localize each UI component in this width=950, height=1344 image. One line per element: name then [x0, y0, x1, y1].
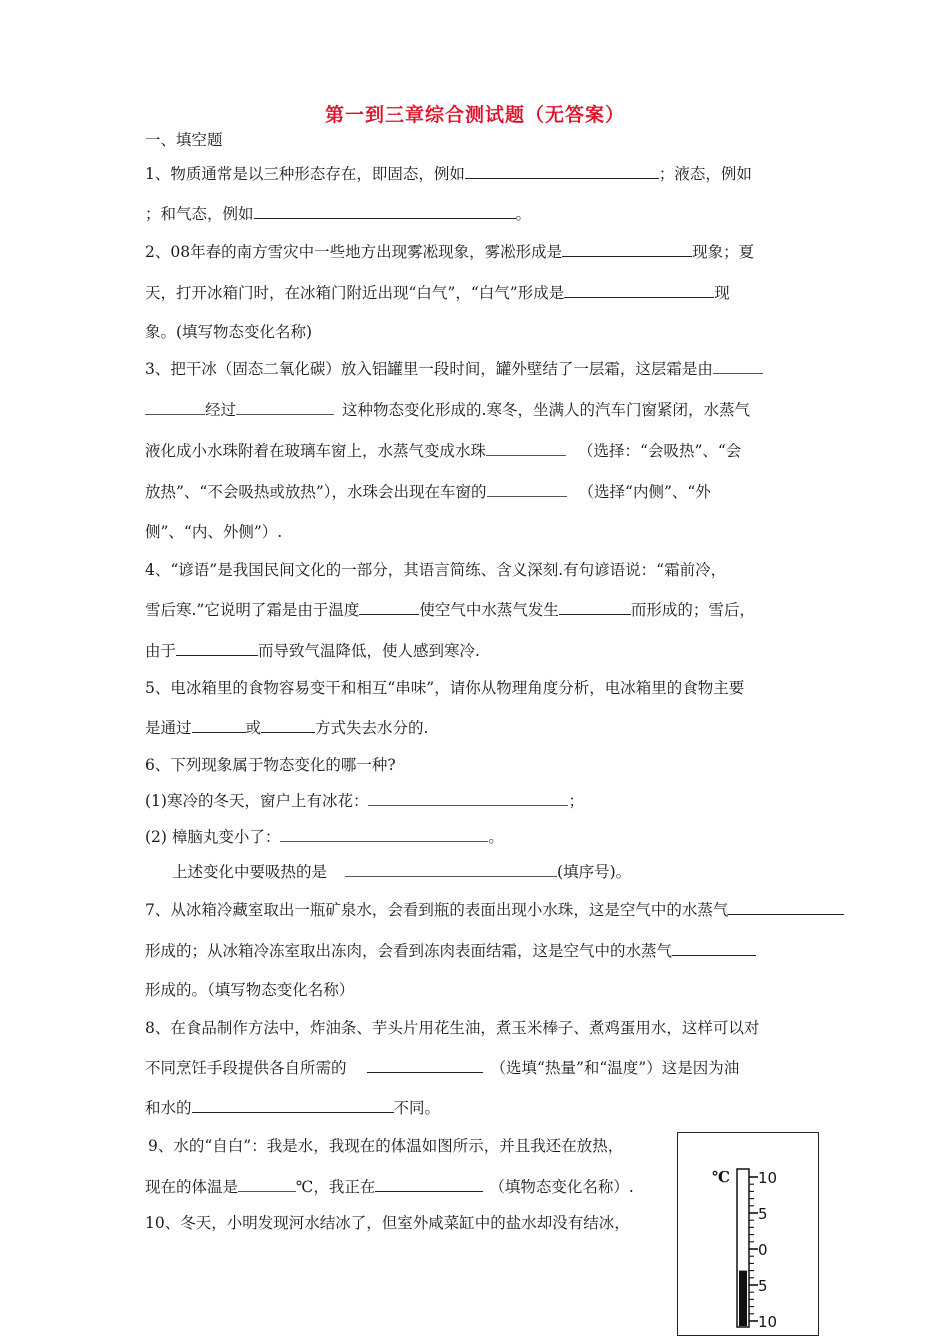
- question-8-line-1: 8、在食品制作方法中，炸油条、芋头片用花生油，煮玉米棒子、煮鸡蛋用水，这样可以对: [145, 1019, 760, 1037]
- question-3-line-5: 侧”、“内、外侧”）.: [145, 523, 283, 541]
- answer-blank[interactable]: [192, 1098, 394, 1113]
- question-2-line-3: 象。(填写物态变化名称): [145, 323, 313, 341]
- question-2-line-1: 2、08年春的南方雪灾中一些地方出现雾凇现象，雾凇形成是 现象；夏: [145, 243, 755, 261]
- thermometer-figure: [677, 1132, 819, 1336]
- mercury-column: [739, 1271, 747, 1326]
- question-6-line-1: 6、下列现象属于物态变化的哪一种?: [145, 756, 396, 774]
- question-7-line-2: 形成的；从冰箱冷冻室取出冻肉，会看到冻肉表面结霜，这是空气中的水蒸气: [145, 941, 756, 961]
- answer-blank[interactable]: [254, 204, 516, 219]
- question-1-line-2: ；和气态，例如 。: [145, 205, 532, 223]
- question-3-line-4: 放热”、“不会吸热或放热”），水珠会出现在车窗的 （选择“内侧”、“外: [145, 483, 711, 501]
- question-5-line-1: 5、电冰箱里的食物容易变干和相互“串味”，请你从物理角度分析，电冰箱里的食物主要: [145, 679, 745, 697]
- thermometer-svg: [678, 1133, 817, 1334]
- answer-blank[interactable]: [176, 641, 258, 656]
- question-4-line-3: 由于 而导致气温降低，使人感到寒冷.: [145, 642, 480, 660]
- question-7-line-1: 7、从冰箱冷藏室取出一瓶矿泉水，会看到瓶的表面出现小水珠，这是空气中的水蒸气: [145, 900, 844, 920]
- question-6-line-2: (1)寒冷的冬天，窗户上有冰花： ；: [145, 792, 584, 810]
- scale-label: 5: [758, 1205, 768, 1223]
- question-1-line-1: 1、物质通常是以三种形态存在，即固态，例如 ；液态，例如: [145, 165, 752, 183]
- answer-blank[interactable]: [345, 862, 557, 877]
- answer-blank[interactable]: [280, 827, 488, 842]
- tick-marks: [749, 1177, 758, 1321]
- question-7-line-3: 形成的。（填写物态变化名称）: [145, 981, 355, 999]
- answer-blank[interactable]: [564, 283, 714, 298]
- answer-blank[interactable]: [562, 242, 692, 257]
- unit-label: ℃: [712, 1168, 730, 1186]
- answer-blank[interactable]: [375, 1177, 483, 1192]
- answer-blank[interactable]: [359, 600, 419, 615]
- answer-blank[interactable]: [236, 400, 334, 415]
- answer-blank[interactable]: [559, 600, 631, 615]
- scale-label: 5: [758, 1277, 768, 1295]
- answer-blank[interactable]: [261, 718, 315, 733]
- question-3-line-2: 经过 这种物态变化形成的.寒冬，坐满人的汽车门窗紧闭，水蒸气: [145, 400, 750, 420]
- question-9-line-2: 现在的体温是 ℃，我正在 （填物态变化名称）.: [145, 1178, 634, 1196]
- question-10-line-1: 10、冬天，小明发现河水结冰了，但室外咸菜缸中的盐水却没有结冰，: [145, 1214, 630, 1232]
- question-2-line-2: 天，打开冰箱门时，在冰箱门附近出现“白气”，“白气”形成是 现: [145, 284, 730, 302]
- page-title: 第一到三章综合测试题（无答案）: [324, 104, 625, 126]
- scale-label: 10: [758, 1313, 778, 1331]
- answer-blank[interactable]: [367, 1058, 483, 1073]
- question-4-line-1: 4、“谚语”是我国民间文化的一部分，其语言简练、含义深刻.有句谚语说：“霜前冷，: [145, 561, 727, 579]
- scale-label: 10: [758, 1169, 778, 1187]
- question-8-line-2: 不同烹饪手段提供各自所需的 （选填“热量”和“温度”）这是因为油: [145, 1059, 740, 1077]
- question-6-line-4: 上述变化中要吸热的是 (填序号)。: [172, 863, 632, 881]
- question-3-line-3: 液化成小水珠附着在玻璃车窗上，水蒸气变成水珠 （选择：“会吸热”、“会: [145, 442, 742, 460]
- answer-blank[interactable]: [486, 441, 566, 456]
- answer-blank[interactable]: [238, 1177, 296, 1192]
- answer-blank[interactable]: [487, 482, 567, 497]
- answer-blank[interactable]: [672, 941, 756, 956]
- question-4-line-2: 雪后寒.”它说明了霜是由于温度 使空气中水蒸气发生 而形成的；雪后，: [145, 601, 755, 619]
- question-9-line-1: 9、水的“自白”：我是水，我现在的体温如图所示，并且我还在放热，: [148, 1137, 624, 1155]
- scale-label: 0: [758, 1241, 768, 1259]
- answer-blank[interactable]: [713, 359, 763, 374]
- answer-blank[interactable]: [465, 164, 659, 179]
- scale-labels: [758, 1169, 777, 1331]
- answer-blank[interactable]: [728, 900, 844, 915]
- question-3-line-1: 3、把干冰（固态二氧化碳）放入铝罐里一段时间，罐外壁结了一层霜，这层霜是由: [145, 359, 763, 379]
- answer-blank[interactable]: [145, 400, 205, 415]
- answer-blank[interactable]: [368, 791, 568, 806]
- question-5-line-2: 是通过 或 方式失去水分的.: [145, 719, 429, 737]
- question-8-line-3: 和水的 不同。: [145, 1099, 441, 1117]
- question-6-line-3: (2) 樟脑丸变小了： 。: [145, 828, 504, 846]
- section-heading: 一、填空题: [145, 131, 223, 149]
- answer-blank[interactable]: [192, 718, 246, 733]
